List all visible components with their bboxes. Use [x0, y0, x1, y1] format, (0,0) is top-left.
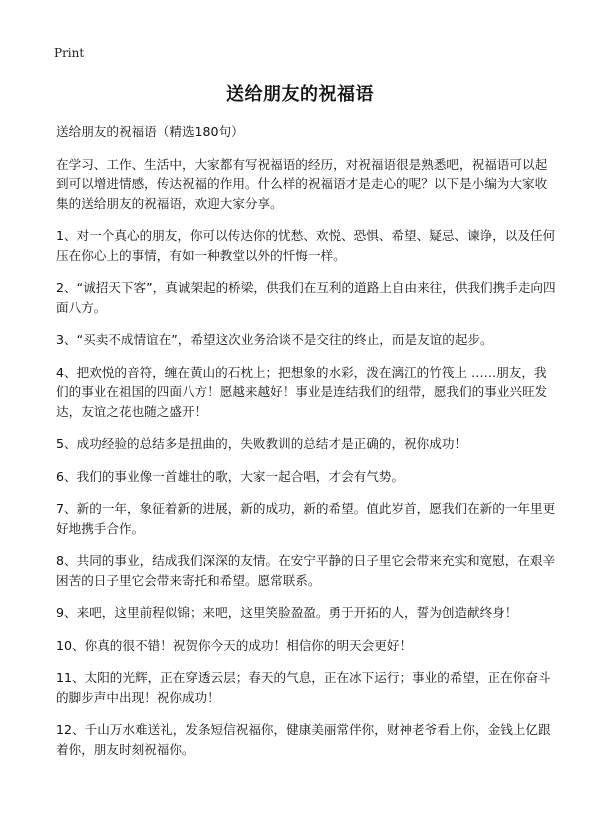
blessing-item-8: 8、共同的事业，结成我们深深的友情。在安宁平静的日子里它会带来充实和宽慰，在艰辛困苦的日子里它会带来寄托和希望。愿常联系。: [56, 553, 556, 588]
blessing-item-1: 1、对一个真心的朋友，你可以传达你的忧愁、欢悦、恐惧、希望、疑忌、谏诤，以及任何压在你心上的事情，有如一种教堂以外的忏悔一样。: [56, 228, 556, 263]
intro-paragraph: 在学习、工作、生活中，大家都有写祝福语的经历，对祝福语很是熟悉吧，祝福语可以起到可以增进情感，传达祝福的作用。什么样的祝福语才是走心的呢？以下是小编为大家收集的送给朋友的祝福语，欢迎大家分享。: [56, 156, 548, 211]
blessing-item-3: 3、“买卖不成情谊在”，希望这次业务洽谈不是交往的终止，而是友谊的起步。: [56, 332, 493, 347]
blessing-item-11: 11、太阳的光辉，正在穿透云层；春天的气息，正在冰下运行；事业的希望，正在你奋斗的脚步声中出现！祝你成功！: [56, 670, 551, 705]
blessing-item-9: 9、来吧，这里前程似锦；来吧，这里笑脸盈盈。勇于开拓的人，誓为创造献终身！: [56, 605, 518, 620]
document-body: [56, 122, 556, 772]
print-link[interactable]: Print: [54, 46, 85, 60]
document-title: 送给朋友的祝福语: [226, 84, 374, 105]
blessing-item-2: 2、“诚招天下客”，真诚架起的桥梁，供我们在互利的道路上自由来往，供我们携手走向四面八方。: [56, 280, 556, 315]
blessing-item-12: 12、千山万水难送礼，发条短信祝福你，健康美丽常伴你，财神老爷看上你，金钱上亿跟着你，朋友时刻祝福你。: [56, 722, 551, 757]
blessing-item-4: 4、把欢悦的音符，缠在黄山的石枕上；把想象的水彩，泼在漓江的竹筏上 ……朋友，我们的事业在祖国的四面八方！愿越来越好！事业是连结我们的纽带，愿我们的事业兴旺发达，友谊之花也随之盛开！: [56, 364, 548, 419]
blessing-item-6: 6、我们的事业像一首雄壮的歌，大家一起合唱，才会有气势。: [56, 468, 405, 484]
blessing-item-10: 10、你真的很不错！祝贺你今天的成功！相信你的明天会更好！: [56, 637, 413, 653]
document-subtitle: 送给朋友的祝福语（精选180句）: [56, 124, 244, 139]
blessing-item-7: 7、新的一年，象征着新的进展，新的成功，新的希望。值此岁首，愿我们在新的一年里更好地携手合作。: [56, 501, 556, 536]
blessing-item-5: 5、成功经验的总结多是扭曲的，失败教训的总结才是正确的，祝你成功！: [56, 436, 468, 451]
